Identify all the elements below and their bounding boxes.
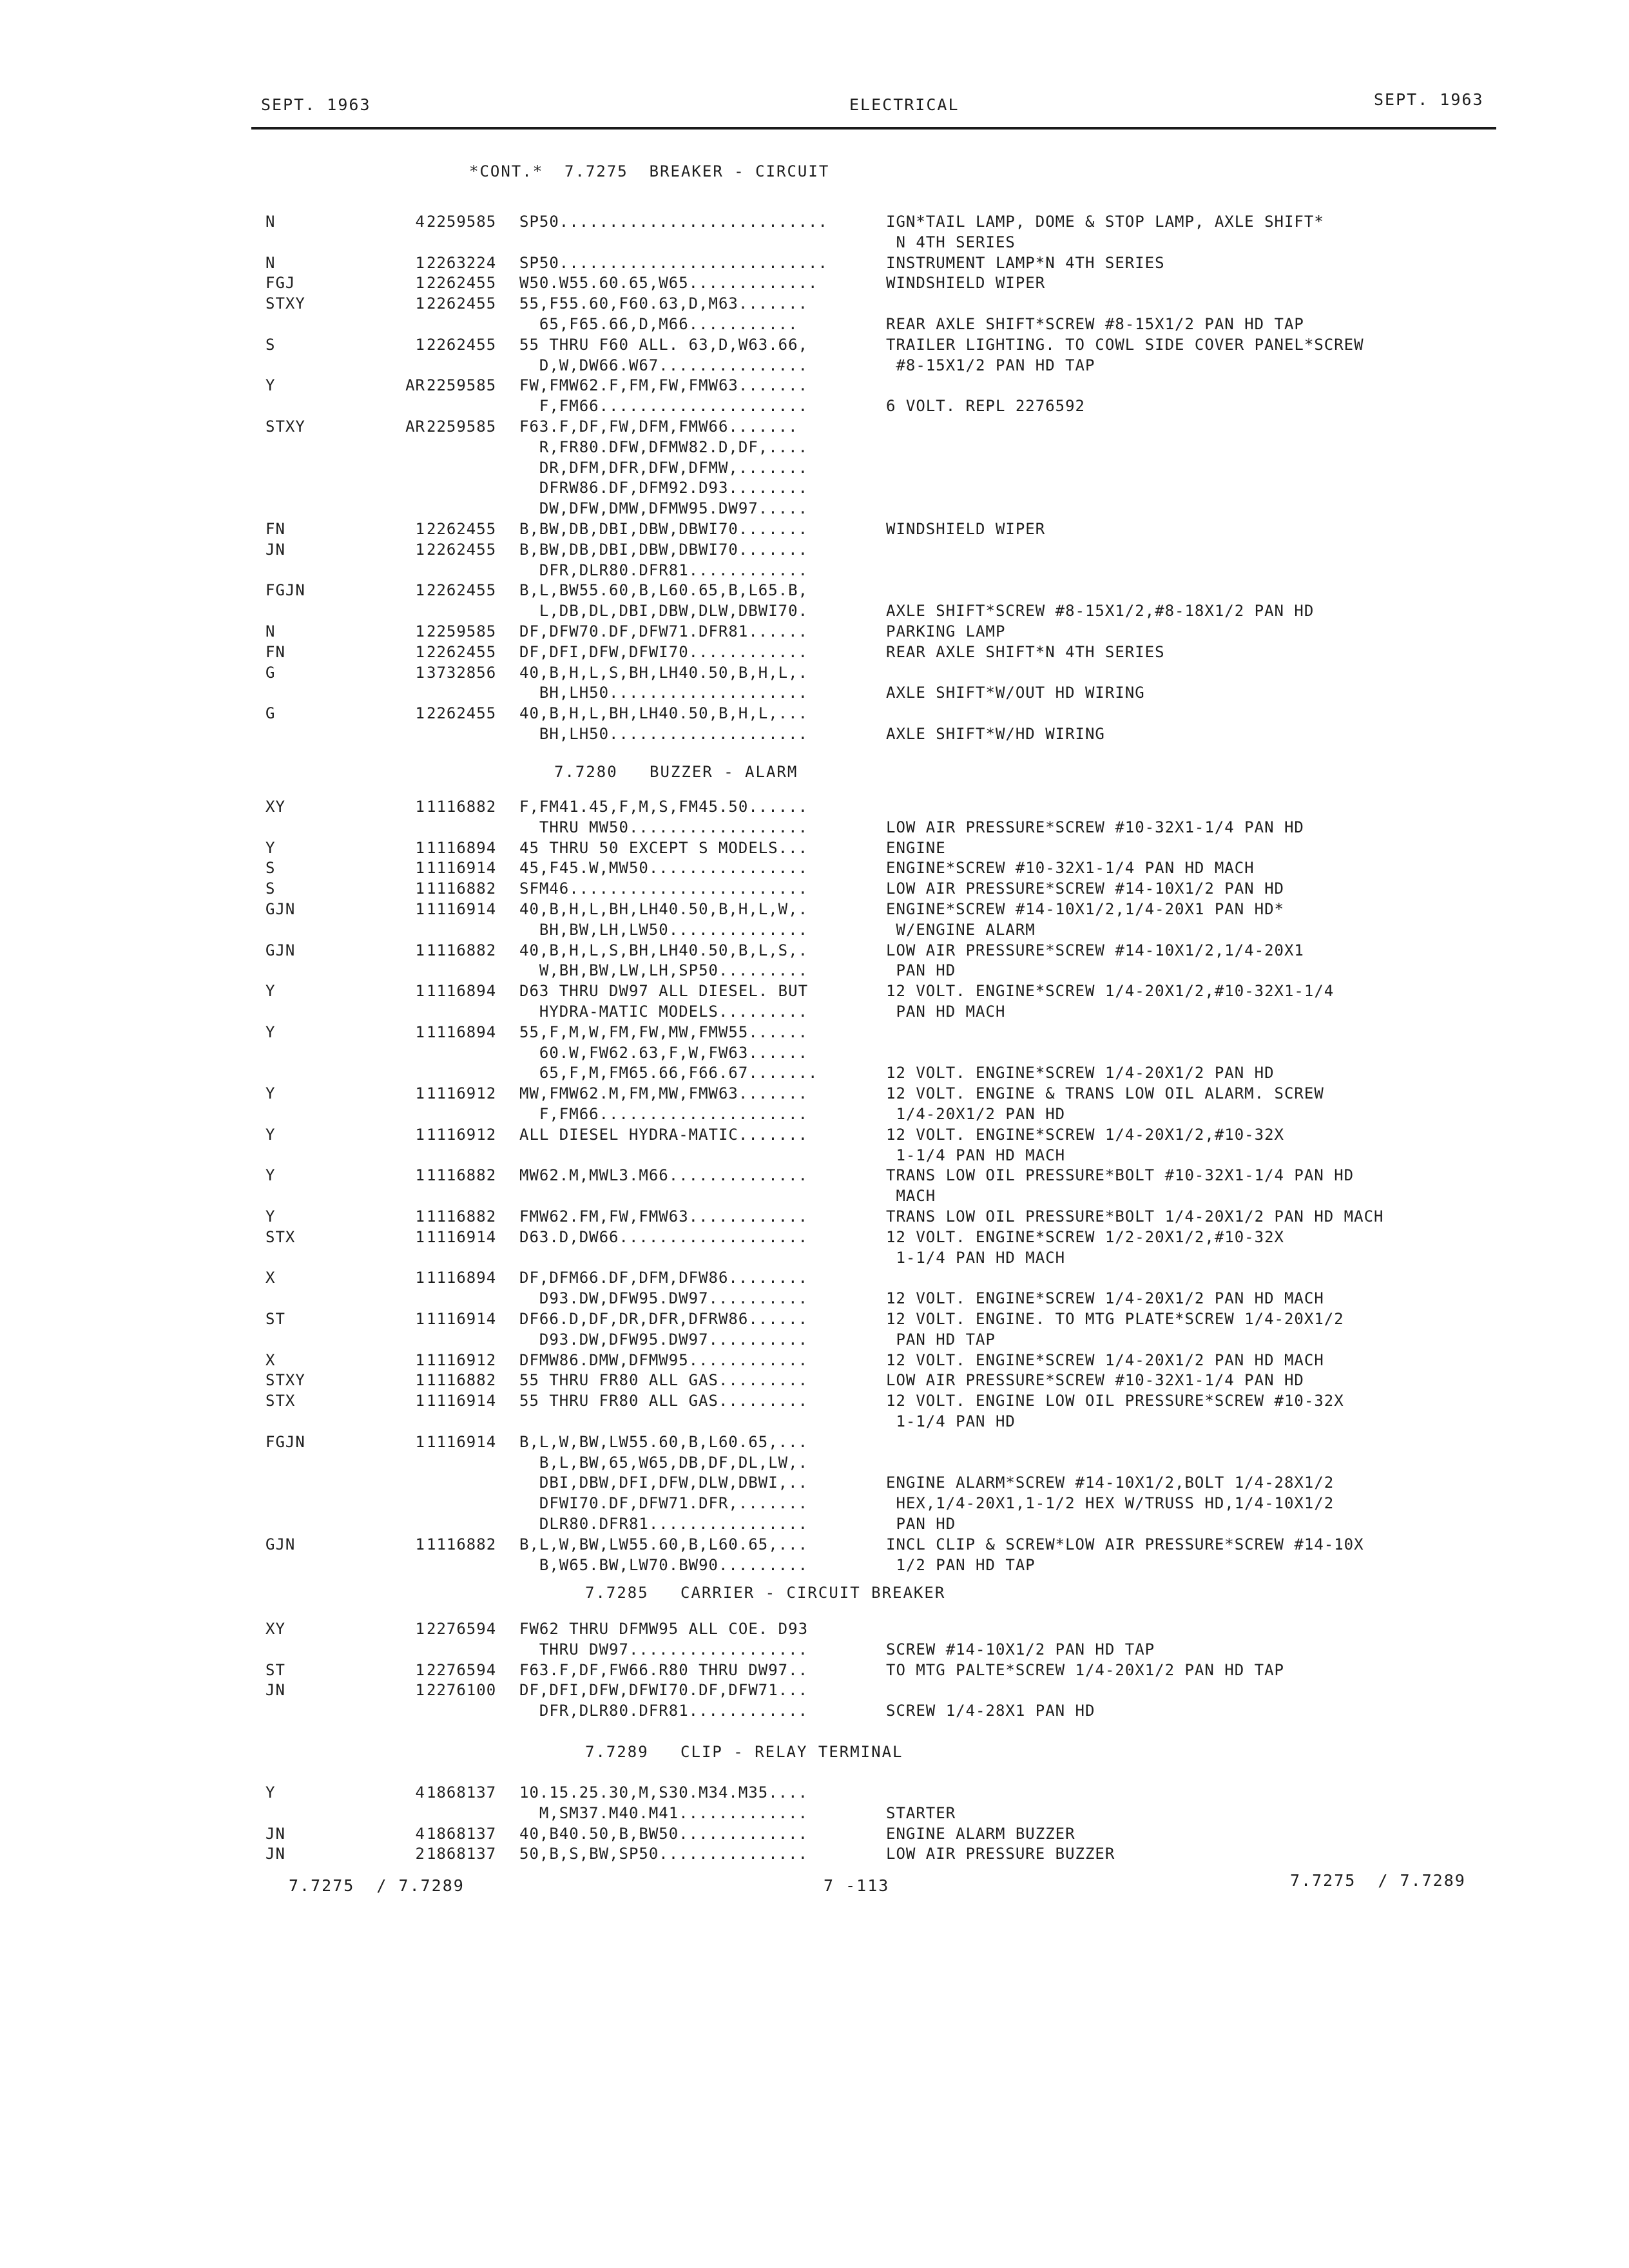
model-list: B,BW,DB,DBI,DBW,DBWI70....... <box>519 540 809 559</box>
usage-description: LOW AIR PRESSURE*SCREW #14-10X1/2 PAN HD <box>886 879 1284 898</box>
model-list: 50,B,S,BW,SP50............... <box>519 1845 809 1863</box>
model-code: N <box>265 253 276 272</box>
model-code: Y <box>265 376 276 395</box>
usage-description: PAN HD MACH <box>886 1003 1006 1021</box>
usage-description: SCREW #14-10X1/2 PAN HD TAP <box>886 1640 1155 1658</box>
quantity: 4 <box>415 1783 425 1802</box>
model-code: XY <box>265 798 285 816</box>
part-number: 2259585 <box>427 622 497 640</box>
part-number: 2263224 <box>427 253 497 272</box>
model-list: DF66.D,DF,DR,DFR,DFRW86...... <box>519 1310 809 1328</box>
quantity: 1 <box>415 663 425 682</box>
model-list: D63 THRU DW97 ALL DIESEL. BUT <box>519 982 809 1001</box>
model-code: Y <box>265 1166 276 1185</box>
model-list: 45 THRU 50 EXCEPT S MODELS... <box>519 838 809 857</box>
model-list: B,L,W,BW,LW55.60,B,L60.65,... <box>519 1432 809 1451</box>
quantity: 1 <box>415 335 425 354</box>
usage-description: AXLE SHIFT*SCREW #8-15X1/2,#8-18X1/2 PAN HD <box>886 602 1315 620</box>
usage-description: 12 VOLT. ENGINE*SCREW 1/4-20X1/2,#10-32X <box>886 1125 1284 1144</box>
section-title: *CONT.* 7.7275 BREAKER - CIRCUIT <box>469 162 830 180</box>
quantity: 1 <box>415 1620 425 1638</box>
model-list: ALL DIESEL HYDRA-MATIC....... <box>519 1125 809 1144</box>
usage-description: 1-1/4 PAN HD MACH <box>886 1248 1066 1267</box>
model-code: JN <box>265 1824 285 1843</box>
footer-range-left: 7.7275 / 7.7289 <box>289 1876 465 1895</box>
quantity: 1 <box>415 1166 425 1185</box>
usage-description: REAR AXLE SHIFT*SCREW #8-15X1/2 PAN HD TAP <box>886 315 1304 333</box>
model-list: F,FM41.45,F,M,S,FM45.50...... <box>519 798 809 816</box>
usage-description: ENGINE ALARM*SCREW #14-10X1/2,BOLT 1/4-28X1/2 <box>886 1474 1335 1492</box>
part-number: 1116912 <box>427 1350 497 1369</box>
model-list: 40,B,H,L,S,BH,LH40.50,B,H,L,. <box>519 663 809 682</box>
model-list: 55 THRU FR80 ALL GAS......... <box>519 1371 809 1390</box>
part-number: 2276594 <box>427 1620 497 1638</box>
model-code: FGJ <box>265 274 296 293</box>
model-code: Y <box>265 1207 276 1225</box>
model-list: 65,F65.66,D,M66........... <box>519 315 798 333</box>
quantity: 1 <box>415 859 425 878</box>
model-list: 40,B,H,L,S,BH,LH40.50,B,L,S,. <box>519 941 809 959</box>
part-number: 1116882 <box>427 1166 497 1185</box>
quantity: 1 <box>415 1432 425 1451</box>
usage-description: LOW AIR PRESSURE*SCREW #14-10X1/2,1/4-20X1 <box>886 941 1304 959</box>
model-list: DF,DFW70.DF,DFW71.DFR81...... <box>519 622 809 640</box>
usage-description: 12 VOLT. ENGINE LOW OIL PRESSURE*SCREW #10-32X <box>886 1392 1344 1410</box>
usage-description: PAN HD TAP <box>886 1330 996 1349</box>
header-rule <box>251 127 1496 130</box>
model-list: DLR80.DFR81................ <box>519 1515 809 1533</box>
usage-description: TRAILER LIGHTING. TO COWL SIDE COVER PANEL*SCREW <box>886 335 1364 354</box>
model-list: BH,LH50.................... <box>519 725 809 743</box>
usage-description: PAN HD <box>886 1515 956 1533</box>
model-code: X <box>265 1350 276 1369</box>
quantity: 1 <box>415 838 425 857</box>
model-list: W,BH,BW,LW,LH,SP50......... <box>519 961 809 980</box>
usage-description: AXLE SHIFT*W/OUT HD WIRING <box>886 684 1145 702</box>
part-number: 1116914 <box>427 1310 497 1328</box>
usage-description: 12 VOLT. ENGINE*SCREW 1/2-20X1/2,#10-32X <box>886 1227 1284 1246</box>
quantity: 4 <box>415 213 425 231</box>
usage-description: REAR AXLE SHIFT*N 4TH SERIES <box>886 642 1165 661</box>
quantity: 1 <box>415 1371 425 1390</box>
usage-description: 1/4-20X1/2 PAN HD <box>886 1105 1066 1123</box>
model-code: G <box>265 663 276 682</box>
part-number: 1116894 <box>427 1023 497 1041</box>
model-code: N <box>265 622 276 640</box>
usage-description: MACH <box>886 1187 936 1206</box>
model-code: Y <box>265 1125 276 1144</box>
model-list: D93.DW,DFW95.DW97.......... <box>519 1289 809 1308</box>
part-number: 1116894 <box>427 982 497 1001</box>
model-list: SP50........................... <box>519 213 828 231</box>
model-list: 55,F55.60,F60.63,D,M63....... <box>519 294 809 313</box>
model-code: Y <box>265 1023 276 1041</box>
model-list: M,SM37.M40.M41............. <box>519 1803 809 1822</box>
model-list: DW,DFW,DMW,DFMW95.DW97..... <box>519 499 809 518</box>
header-date-left: SEPT. 1963 <box>261 95 371 114</box>
model-list: SFM46........................ <box>519 879 809 898</box>
part-number: 2262455 <box>427 704 497 723</box>
part-number: 1868137 <box>427 1783 497 1802</box>
usage-description: TRANS LOW OIL PRESSURE*BOLT #10-32X1-1/4 PAN HD <box>886 1166 1354 1185</box>
quantity: 1 <box>415 622 425 640</box>
quantity: 2 <box>415 1845 425 1863</box>
part-number: 1116912 <box>427 1084 497 1103</box>
usage-description: ENGINE ALARM BUZZER <box>886 1824 1075 1843</box>
model-list: 55,F,M,W,FM,FW,MW,FMW55...... <box>519 1023 809 1041</box>
quantity: 4 <box>415 1824 425 1843</box>
quantity: 1 <box>415 1392 425 1410</box>
model-code: Y <box>265 982 276 1001</box>
quantity: 1 <box>415 1660 425 1679</box>
usage-description: PARKING LAMP <box>886 622 1006 640</box>
usage-description: N 4TH SERIES <box>886 233 1016 251</box>
part-number: 2262455 <box>427 642 497 661</box>
usage-description: PAN HD <box>886 961 956 980</box>
part-number: 1868137 <box>427 1824 497 1843</box>
usage-description: W/ENGINE ALARM <box>886 920 1036 939</box>
model-list: THRU MW50.................. <box>519 818 809 836</box>
model-list: B,BW,DB,DBI,DBW,DBWI70....... <box>519 520 809 538</box>
model-code: XY <box>265 1620 285 1638</box>
quantity: 1 <box>415 1681 425 1700</box>
quantity: 1 <box>415 294 425 313</box>
model-code: FN <box>265 520 285 538</box>
usage-description: INSTRUMENT LAMP*N 4TH SERIES <box>886 253 1165 272</box>
model-code: JN <box>265 1681 285 1700</box>
part-number: 1116914 <box>427 1432 497 1451</box>
model-code: N <box>265 213 276 231</box>
quantity: 1 <box>415 1227 425 1246</box>
model-list: 60.W,FW62.63,F,W,FW63...... <box>519 1043 809 1062</box>
model-code: JN <box>265 540 285 559</box>
usage-description: IGN*TAIL LAMP, DOME & STOP LAMP, AXLE SHIFT* <box>886 213 1324 231</box>
model-list: 40,B40.50,B,BW50............. <box>519 1824 809 1843</box>
model-list: R,FR80.DFW,DFMW82.D,DF,.... <box>519 437 809 456</box>
model-list: DFWI70.DF,DFW71.DFR,....... <box>519 1494 809 1513</box>
model-list: B,L,BW,65,W65,DB,DF,DL,LW,. <box>519 1453 809 1472</box>
part-number: 2259585 <box>427 213 497 231</box>
quantity: 1 <box>415 941 425 959</box>
model-code: GJN <box>265 941 296 959</box>
part-number: 2262455 <box>427 540 497 559</box>
model-list: W50.W55.60.65,W65............. <box>519 274 818 293</box>
model-code: Y <box>265 1783 276 1802</box>
quantity: 1 <box>415 1207 425 1225</box>
model-code: ST <box>265 1660 285 1679</box>
model-list: 40,B,H,L,BH,LH40.50,B,H,L,... <box>519 704 809 723</box>
model-list: D93.DW,DFW95.DW97.......... <box>519 1330 809 1349</box>
model-list: 40,B,H,L,BH,LH40.50,B,H,L,W,. <box>519 900 809 918</box>
part-number: 1116882 <box>427 1371 497 1390</box>
quantity: AR <box>405 376 425 395</box>
model-list: DF,DFI,DFW,DFWI70.DF,DFW71... <box>519 1681 809 1700</box>
model-code: S <box>265 859 276 878</box>
part-number: 1116912 <box>427 1125 497 1144</box>
model-list: THRU DW97.................. <box>519 1640 809 1658</box>
model-list: D,W,DW66.W67............... <box>519 356 809 374</box>
quantity: 1 <box>415 798 425 816</box>
model-list: MW62.M,MWL3.M66.............. <box>519 1166 809 1185</box>
quantity: 1 <box>415 900 425 918</box>
quantity: 1 <box>415 520 425 538</box>
quantity: 1 <box>415 1350 425 1369</box>
model-code: Y <box>265 1084 276 1103</box>
model-list: DFR,DLR80.DFR81............ <box>519 1702 809 1720</box>
usage-description: 6 VOLT. REPL 2276592 <box>886 397 1085 416</box>
usage-description: 1/2 PAN HD TAP <box>886 1555 1036 1574</box>
model-code: GJN <box>265 900 296 918</box>
model-list: F63.F,DF,FW,DFM,FMW66....... <box>519 418 798 436</box>
part-number: 1116914 <box>427 1392 497 1410</box>
model-list: DFR,DLR80.DFR81............ <box>519 561 809 579</box>
model-list: 55 THRU F60 ALL. 63,D,W63.66, <box>519 335 809 354</box>
usage-description: #8-15X1/2 PAN HD TAP <box>886 356 1095 374</box>
part-number: 1868137 <box>427 1845 497 1863</box>
section-title: 7.7289 CLIP - RELAY TERMINAL <box>585 1743 903 1761</box>
model-code: JN <box>265 1845 285 1863</box>
model-list: FMW62.FM,FW,FMW63............ <box>519 1207 809 1225</box>
part-number: 2262455 <box>427 274 497 293</box>
model-list: DF,DFI,DFW,DFWI70............ <box>519 642 809 661</box>
part-number: 1116882 <box>427 941 497 959</box>
model-list: DR,DFM,DFR,DFW,DFMW,....... <box>519 458 809 477</box>
usage-description: HEX,1/4-20X1,1-1/2 HEX W/TRUSS HD,1/4-10X1/2 <box>886 1494 1335 1513</box>
model-code: STX <box>265 1392 296 1410</box>
model-list: MW,FMW62.M,FM,MW,FMW63....... <box>519 1084 809 1103</box>
model-code: Y <box>265 838 276 857</box>
part-number: 2262455 <box>427 520 497 538</box>
part-number: 1116882 <box>427 879 497 898</box>
header-section-title: ELECTRICAL <box>849 95 959 114</box>
usage-description: TRANS LOW OIL PRESSURE*BOLT 1/4-20X1/2 PAN HD MACH <box>886 1207 1384 1225</box>
model-list: FW62 THRU DFMW95 ALL COE. D93 <box>519 1620 809 1638</box>
part-number: 2259585 <box>427 418 497 436</box>
model-code: FGJN <box>265 1432 305 1451</box>
usage-description: AXLE SHIFT*W/HD WIRING <box>886 725 1105 743</box>
model-list: HYDRA-MATIC MODELS......... <box>519 1003 809 1021</box>
model-code: ST <box>265 1310 285 1328</box>
model-list: DFRW86.DF,DFM92.D93........ <box>519 479 809 497</box>
usage-description: LOW AIR PRESSURE*SCREW #10-32X1-1/4 PAN HD <box>886 1371 1304 1390</box>
usage-description: 1-1/4 PAN HD MACH <box>886 1146 1066 1164</box>
usage-description: ENGINE <box>886 838 946 857</box>
model-list: 55 THRU FR80 ALL GAS......... <box>519 1392 809 1410</box>
part-number: 1116894 <box>427 1269 497 1287</box>
model-list: BH,LH50.................... <box>519 684 809 702</box>
model-list: B,L,BW55.60,B,L60.65,B,L65.B, <box>519 581 809 600</box>
quantity: 1 <box>415 642 425 661</box>
usage-description: ENGINE*SCREW #14-10X1/2,1/4-20X1 PAN HD* <box>886 900 1284 918</box>
model-list: B,W65.BW,LW70.BW90......... <box>519 1555 809 1574</box>
usage-description: 12 VOLT. ENGINE*SCREW 1/4-20X1/2 PAN HD MACH <box>886 1289 1324 1308</box>
usage-description: 12 VOLT. ENGINE*SCREW 1/4-20X1/2,#10-32X1-1/4 <box>886 982 1335 1001</box>
model-list: B,L,W,BW,LW55.60,B,L60.65,... <box>519 1535 809 1553</box>
section-title: 7.7280 BUZZER - ALARM <box>554 763 798 781</box>
model-list: SP50........................... <box>519 253 828 272</box>
part-number: 1116882 <box>427 798 497 816</box>
quantity: 1 <box>415 1023 425 1041</box>
part-number: 1116882 <box>427 1535 497 1553</box>
usage-description: 12 VOLT. ENGINE. TO MTG PLATE*SCREW 1/4-20X1/2 <box>886 1310 1344 1328</box>
part-number: 3732856 <box>427 663 497 682</box>
quantity: 1 <box>415 1269 425 1287</box>
usage-description: INCL CLIP & SCREW*LOW AIR PRESSURE*SCREW #14-10X <box>886 1535 1364 1553</box>
model-list: FW,FMW62.F,FM,FW,FMW63....... <box>519 376 809 395</box>
model-list: 45,F45.W,MW50................ <box>519 859 809 878</box>
model-list: DF,DFM66.DF,DFM,DFW86........ <box>519 1269 809 1287</box>
model-code: X <box>265 1269 276 1287</box>
quantity: 1 <box>415 1310 425 1328</box>
usage-description: 12 VOLT. ENGINE*SCREW 1/4-20X1/2 PAN HD <box>886 1064 1275 1082</box>
usage-description: LOW AIR PRESSURE BUZZER <box>886 1845 1115 1863</box>
usage-description: 12 VOLT. ENGINE & TRANS LOW OIL ALARM. SCREW <box>886 1084 1324 1103</box>
model-code: S <box>265 335 276 354</box>
model-code: S <box>265 879 276 898</box>
part-number: 2262455 <box>427 294 497 313</box>
model-list: 10.15.25.30,M,S30.M34.M35.... <box>519 1783 809 1802</box>
model-list: F63.F,DF,FW66.R80 THRU DW97.. <box>519 1660 809 1679</box>
quantity: 1 <box>415 1084 425 1103</box>
model-code: STXY <box>265 294 305 313</box>
model-code: FGJN <box>265 581 305 600</box>
model-list: L,DB,DL,DBI,DBW,DLW,DBWI70. <box>519 602 809 620</box>
model-list: D63.D,DW66................... <box>519 1227 809 1246</box>
model-list: DFMW86.DMW,DFMW95............ <box>519 1350 809 1369</box>
quantity: 1 <box>415 704 425 723</box>
model-code: STXY <box>265 418 305 436</box>
usage-description: STARTER <box>886 1803 956 1822</box>
quantity: 1 <box>415 879 425 898</box>
footer-page-number: 7 -113 <box>824 1876 890 1895</box>
model-list: DBI,DBW,DFI,DFW,DLW,DBWI,.. <box>519 1474 809 1492</box>
part-number: 1116894 <box>427 838 497 857</box>
part-number: 1116882 <box>427 1207 497 1225</box>
model-list: F,FM66..................... <box>519 397 809 416</box>
model-list: BH,BW,LH,LW50.............. <box>519 920 809 939</box>
quantity: 1 <box>415 581 425 600</box>
part-number: 1116914 <box>427 859 497 878</box>
quantity: 1 <box>415 982 425 1001</box>
model-code: STXY <box>265 1371 305 1390</box>
model-list: 65,F,M,FM65.66,F66.67....... <box>519 1064 818 1082</box>
part-number: 2276594 <box>427 1660 497 1679</box>
usage-description: WINDSHIELD WIPER <box>886 274 1046 293</box>
quantity: 1 <box>415 1125 425 1144</box>
quantity: 1 <box>415 540 425 559</box>
usage-description: LOW AIR PRESSURE*SCREW #10-32X1-1/4 PAN HD <box>886 818 1304 836</box>
model-code: STX <box>265 1227 296 1246</box>
usage-description: 12 VOLT. ENGINE*SCREW 1/4-20X1/2 PAN HD MACH <box>886 1350 1324 1369</box>
part-number: 2262455 <box>427 335 497 354</box>
quantity: 1 <box>415 253 425 272</box>
usage-description: TO MTG PALTE*SCREW 1/4-20X1/2 PAN HD TAP <box>886 1660 1284 1679</box>
usage-description: SCREW 1/4-28X1 PAN HD <box>886 1702 1095 1720</box>
model-code: FN <box>265 642 285 661</box>
part-number: 1116914 <box>427 1227 497 1246</box>
part-number: 2276100 <box>427 1681 497 1700</box>
quantity: AR <box>405 418 425 436</box>
model-list: F,FM66..................... <box>519 1105 809 1123</box>
part-number: 2262455 <box>427 581 497 600</box>
usage-description: 1-1/4 PAN HD <box>886 1412 1016 1430</box>
quantity: 1 <box>415 1535 425 1553</box>
usage-description: ENGINE*SCREW #10-32X1-1/4 PAN HD MACH <box>886 859 1255 878</box>
part-number: 2259585 <box>427 376 497 395</box>
header-date-right: SEPT. 1963 <box>1374 90 1484 109</box>
section-title: 7.7285 CARRIER - CIRCUIT BREAKER <box>585 1584 946 1602</box>
part-number: 1116914 <box>427 900 497 918</box>
model-code: G <box>265 704 276 723</box>
footer-range-right: 7.7275 / 7.7289 <box>1290 1871 1466 1890</box>
quantity: 1 <box>415 274 425 293</box>
model-code: GJN <box>265 1535 296 1553</box>
usage-description: WINDSHIELD WIPER <box>886 520 1046 538</box>
